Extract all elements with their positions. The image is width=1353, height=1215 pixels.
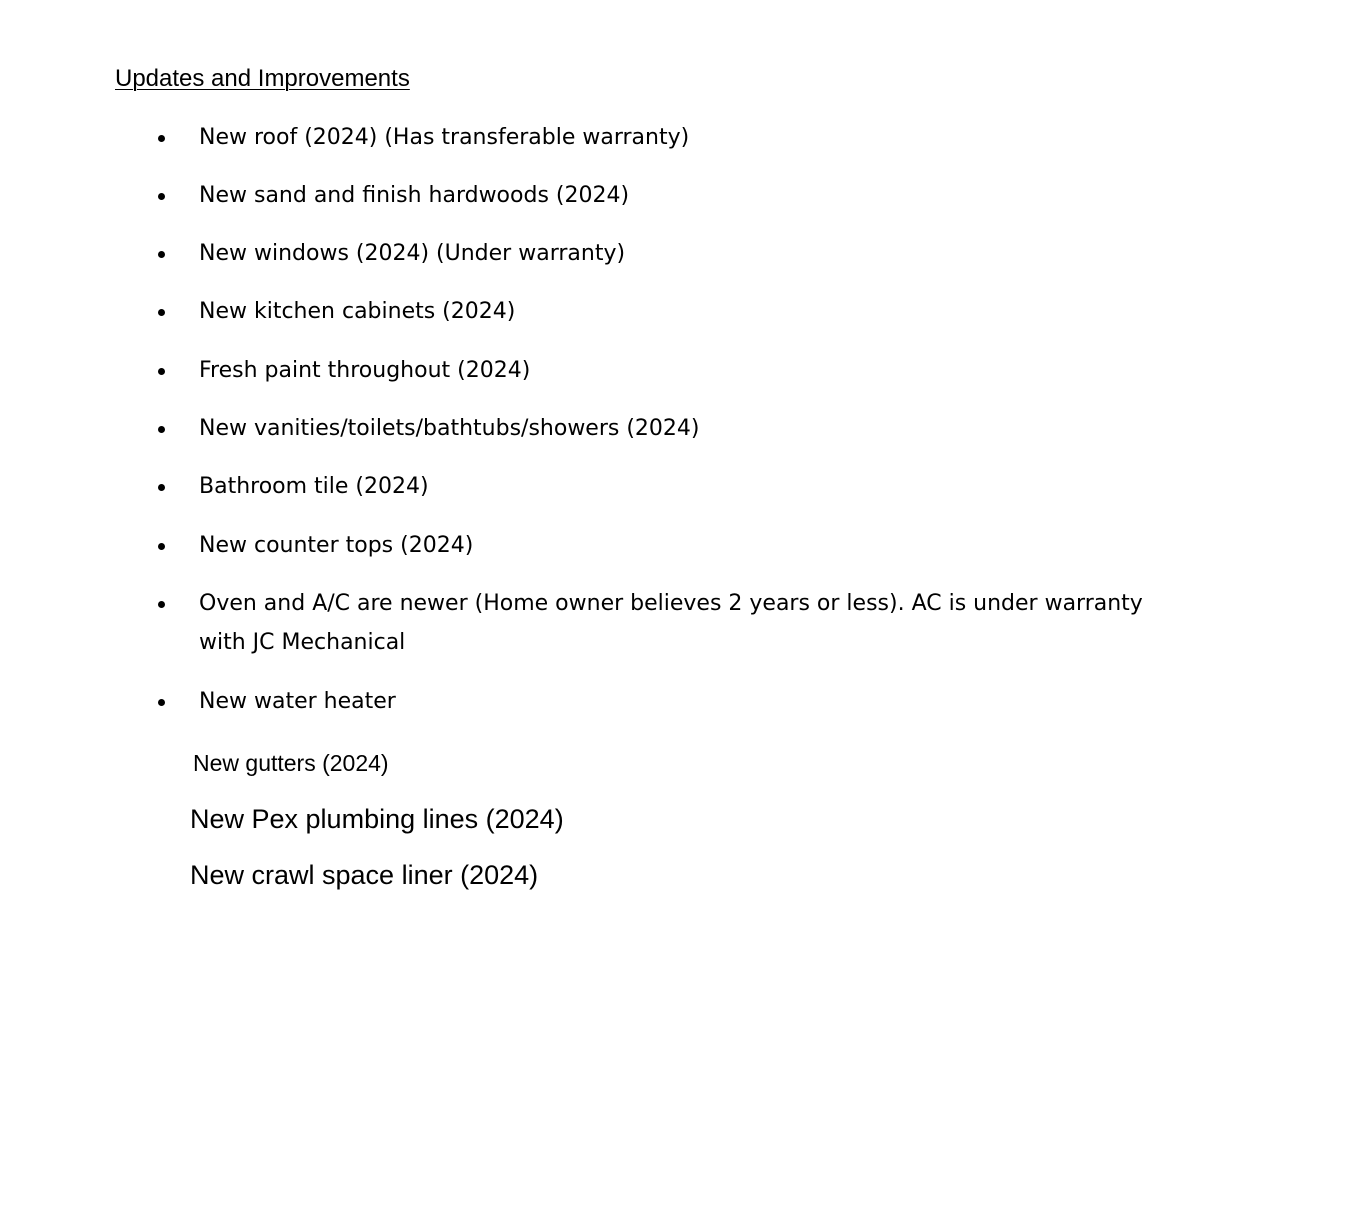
list-item-text: New kitchen cabinets (2024) <box>199 299 516 324</box>
list-item <box>150 176 1150 215</box>
list-item <box>150 118 1150 157</box>
list-item <box>150 682 1150 721</box>
list-item-text: New water heater <box>199 689 396 714</box>
list-item <box>150 584 1150 662</box>
list-item-text: New counter tops (2024) <box>199 533 474 558</box>
list-item-text: New windows (2024) (Under warranty) <box>199 241 626 266</box>
list-item <box>150 467 1150 506</box>
pex-plumbing-line: New Pex plumbing lines (2024) <box>190 804 564 834</box>
bullet-icon <box>158 193 165 200</box>
bullet-icon <box>158 699 165 706</box>
list-item <box>150 409 1150 448</box>
list-item-text: New vanities/toilets/bathtubs/showers (2024) <box>199 416 700 441</box>
bullet-icon <box>158 601 165 608</box>
list-item-text: Bathroom tile (2024) <box>199 474 429 499</box>
bullet-icon <box>158 484 165 491</box>
bullet-icon <box>158 543 165 550</box>
list-item-text: Oven and A/C are newer (Home owner believes 2 years or less). AC is under warranty with JC Mechanical <box>199 591 1143 655</box>
section-heading: Updates and Improvements <box>115 65 410 92</box>
list-item <box>150 526 1150 565</box>
list-item <box>150 292 1150 331</box>
bullet-icon <box>158 309 165 316</box>
bullet-icon <box>158 426 165 433</box>
bullet-icon <box>158 368 165 375</box>
list-item-text: New sand and finish hardwoods (2024) <box>199 183 630 208</box>
bullet-icon <box>158 251 165 258</box>
list-item-text: New roof (2024) (Has transferable warranty) <box>199 125 690 150</box>
crawl-space-line: New crawl space liner (2024) <box>190 860 539 890</box>
list-item <box>150 234 1150 273</box>
list-item-text: Fresh paint throughout (2024) <box>199 358 531 383</box>
bullet-icon <box>158 135 165 142</box>
gutters-line: New gutters (2024) <box>193 750 389 776</box>
list-item <box>150 351 1150 390</box>
